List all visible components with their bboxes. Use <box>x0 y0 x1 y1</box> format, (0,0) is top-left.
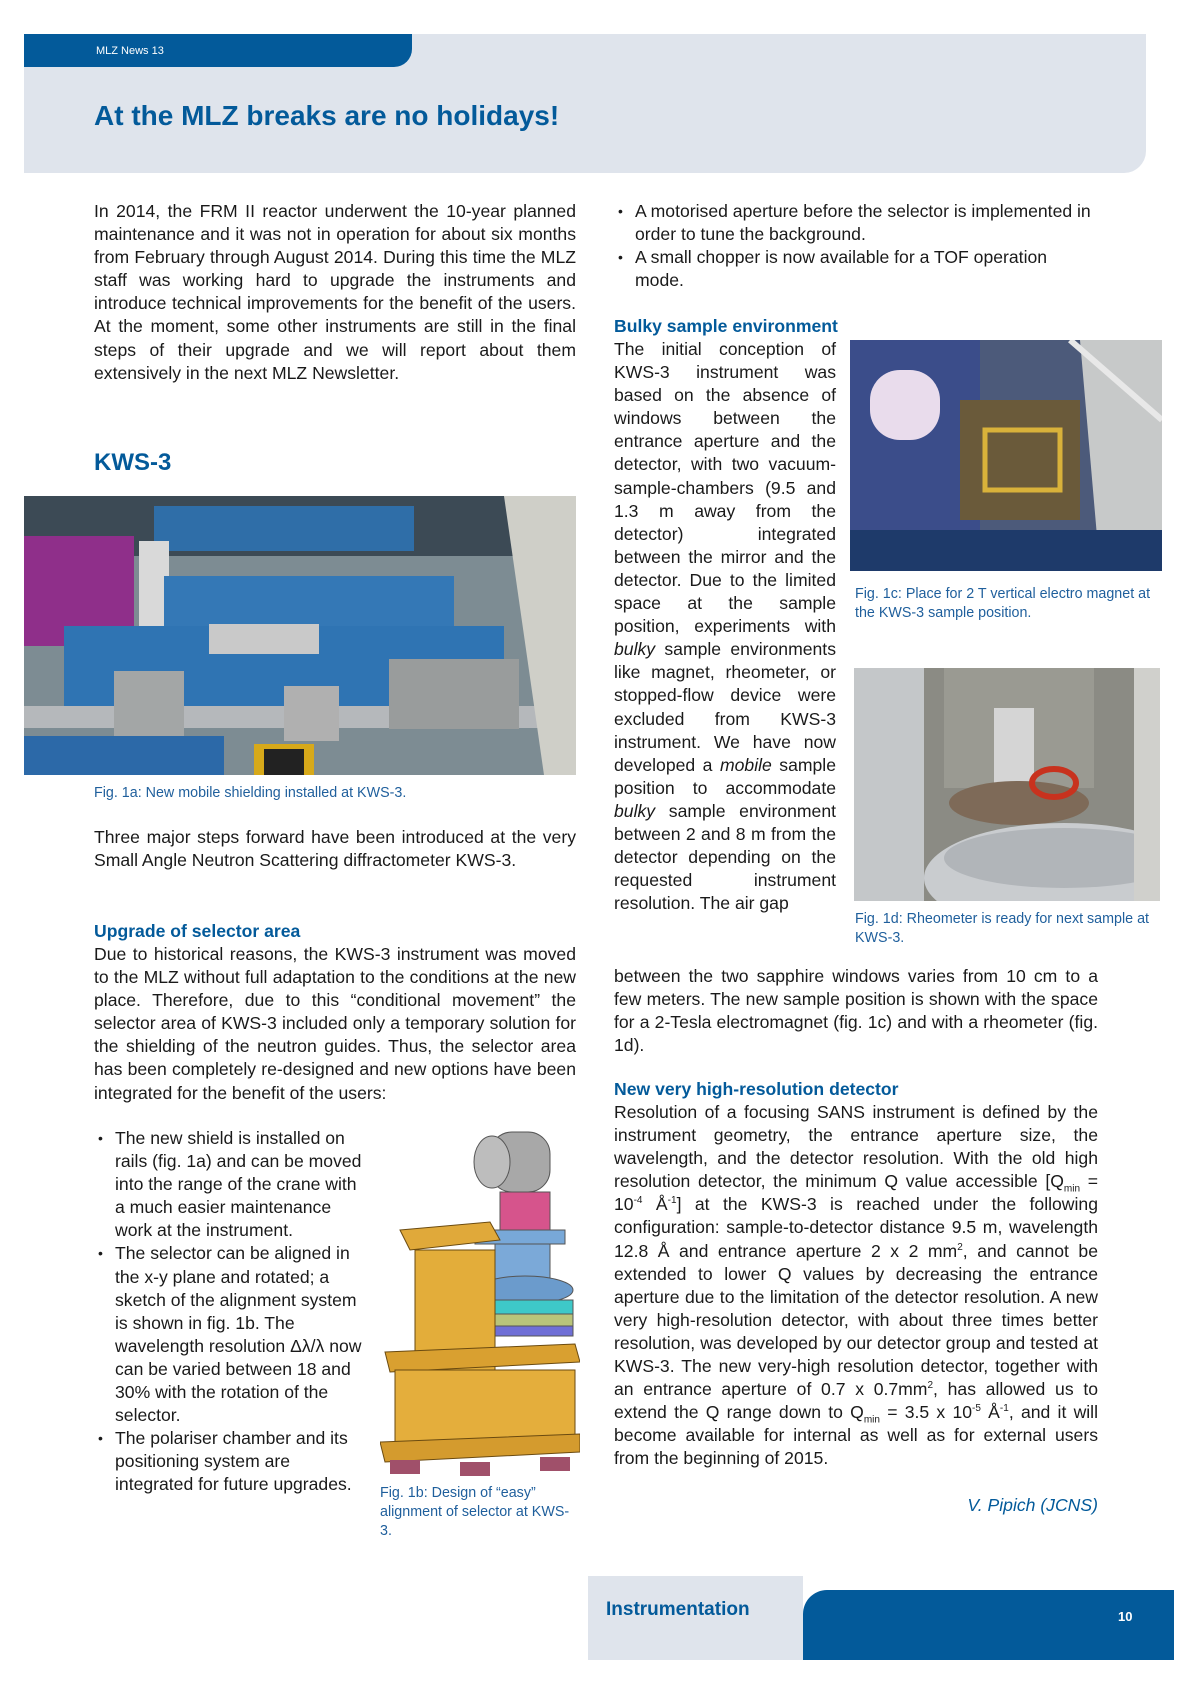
fig1d-caption: Fig. 1d: Rheometer is ready for next sample at KWS-3. <box>855 911 1150 946</box>
detector-paragraph <box>614 1101 1098 1471</box>
text-run: sample environments like magnet, rheometer, or stopped-flow device were excluded from KWS-3 instrument. We have now developed a <box>614 639 836 775</box>
text-run: sample environment between 2 and 8 m from the detector depending on the requested instrument resolution. The air gap <box>614 800 836 914</box>
text-run: , and cannot be extended to lower Q values by decreasing the entrance aperture due to the limitation of the detector resolution. A new very high-resolution detector, with about three times better resolution, was developed by our detector group and tested at KWS-3. The new very-high resolution detector, together with an entrance aperture of 0.7 x 0.7mm <box>614 1240 1098 1400</box>
heading-new-detector: New very high-resolution detector <box>614 1079 899 1099</box>
fig1c-photo <box>850 340 1162 571</box>
mobile-shielding-image <box>24 496 576 775</box>
footer-section-label: Instrumentation <box>606 1599 750 1620</box>
bullet-item: • A motorised aperture before the selector is implemented in order to tune the background. <box>614 200 1094 246</box>
text-run: bulky <box>614 800 656 821</box>
superscript: -5 <box>972 1403 981 1415</box>
text-run: , and it will become available for internal as well as for external users from the beginning of 2015. <box>614 1402 1099 1469</box>
rheometer-image <box>854 668 1160 901</box>
fig1b-drawing <box>380 1112 580 1482</box>
text-run: = 10 <box>614 1171 1098 1215</box>
heading-upgrade-selector: Upgrade of selector area <box>94 921 301 941</box>
text-run: = 3.5 x 10 <box>879 1402 973 1423</box>
publication-label: MLZ News 13 <box>96 45 164 57</box>
bullet-item: • The new shield is installed on rails (fig. 1a) and can be moved into the range of the crane with a much easier maintenance work at the instrument. <box>94 1127 366 1242</box>
superscript: -1 <box>999 1403 1009 1415</box>
text-run: , has allowed us to extend the Q range down to Q <box>614 1379 1098 1423</box>
text-run: Å <box>980 1402 1000 1423</box>
text-run: Resolution of a focusing SANS instrument is defined by the instrument geometry, the entrance aperture size, the wavelength, and the detector resolution. With the old high resolution detector, the minimum Q value accessible [Q <box>614 1102 1098 1192</box>
bullet-item: • A small chopper is now available for a TOF operation mode. <box>614 246 1094 292</box>
bulky-paragraph-continued: between the two sapphire windows varies from 10 cm to a few meters. The new sample position is shown with the space for a 2-Tesla electromagnet (fig. 1c) and with a rheometer (fig. 1d). <box>614 966 1098 1056</box>
subscript: min <box>863 1414 880 1426</box>
bullet-item: • The polariser chamber and its positioning system are integrated for future upgrades. <box>94 1427 366 1496</box>
text-run: The initial conception of KWS-3 instrument was based on the absence of windows between the entrance aperture and the detector, with two vacuum-sample-chambers (9.5 and 1.3 m away from the detector) integrated between the mirror and the detector. Due to the limited space at the sample position, experiments with <box>614 339 836 637</box>
author-credit: V. Pipich (JCNS) <box>967 1495 1098 1515</box>
fig1c-caption: Fig. 1c: Place for 2 T vertical electro magnet at the KWS-3 sample position. <box>855 586 1151 621</box>
text-run: Å <box>642 1194 668 1215</box>
superscript: 2 <box>927 1380 934 1392</box>
bulky-paragraph <box>614 338 836 915</box>
text-run: mobile <box>719 754 772 775</box>
superscript: 2 <box>957 1241 963 1253</box>
selector-paragraph: Due to historical reasons, the KWS-3 instrument was moved to the MLZ without full adaptation to the conditions at the new place. Therefore, due to this “conditional movement” the selector area of KWS-3 included only a temporary solution for the shielding of the neutron guides. Thus, the selector area has been completely re-designed and new options have been integrated for the benefit of the users: <box>94 944 576 1103</box>
subscript: min <box>1063 1183 1081 1195</box>
text-run: bulky <box>614 639 656 660</box>
selector-bullet-list <box>94 1127 366 1497</box>
fig1a-photo <box>24 496 576 775</box>
header-tab <box>24 34 412 67</box>
page-number: 10 <box>1118 1609 1133 1624</box>
fig1d-photo <box>854 668 1160 901</box>
bullet-item: • The selector can be aligned in the x-y plane and rotated; a sketch of the alignment system is shown in fig. 1b. The wavelength resolution Δλ/λ now can be varied between 18 and 30% with the rotation of the selector. <box>94 1242 366 1427</box>
page-title: At the MLZ breaks are no holidays! <box>94 100 560 131</box>
text-run: sample position to accommodate <box>614 754 836 798</box>
heading-bulky-sample: Bulky sample environment <box>614 316 838 336</box>
fig1a-caption: Fig. 1a: New mobile shielding installed at KWS-3. <box>94 785 407 801</box>
kws3-intro-paragraph: Three major steps forward have been introduced at the very Small Angle Neutron Scattering diffractometer KWS-3. <box>94 827 576 871</box>
superscript: -1 <box>667 1195 677 1207</box>
selector-alignment-drawing <box>380 1112 580 1482</box>
text-run: ] at the KWS-3 is reached under the following configuration: sample-to-detector distance 9.5 m, wavelength 12.8 Å and entrance aperture 2 x 2 mm <box>614 1194 1098 1261</box>
selector-bullet-list-continued <box>614 200 1094 292</box>
electromagnet-position-image <box>850 340 1162 571</box>
footer-page-bar <box>803 1590 1174 1660</box>
superscript: -4 <box>633 1195 643 1207</box>
section-heading-kws3: KWS-3 <box>94 449 172 476</box>
fig1b-caption: Fig. 1b: Design of “easy” alignment of selector at KWS-3. <box>380 1485 570 1539</box>
intro-paragraph: In 2014, the FRM II reactor underwent the 10-year planned maintenance and it was not in operation for about six months from February through August 2014. During this time the MLZ staff was working hard to upgrade the instruments and introduce technical improvements for the benefit of the users. At the moment, some other instruments are still in the final steps of their upgrade and we will report about them extensively in the next MLZ Newsletter. <box>94 201 576 383</box>
